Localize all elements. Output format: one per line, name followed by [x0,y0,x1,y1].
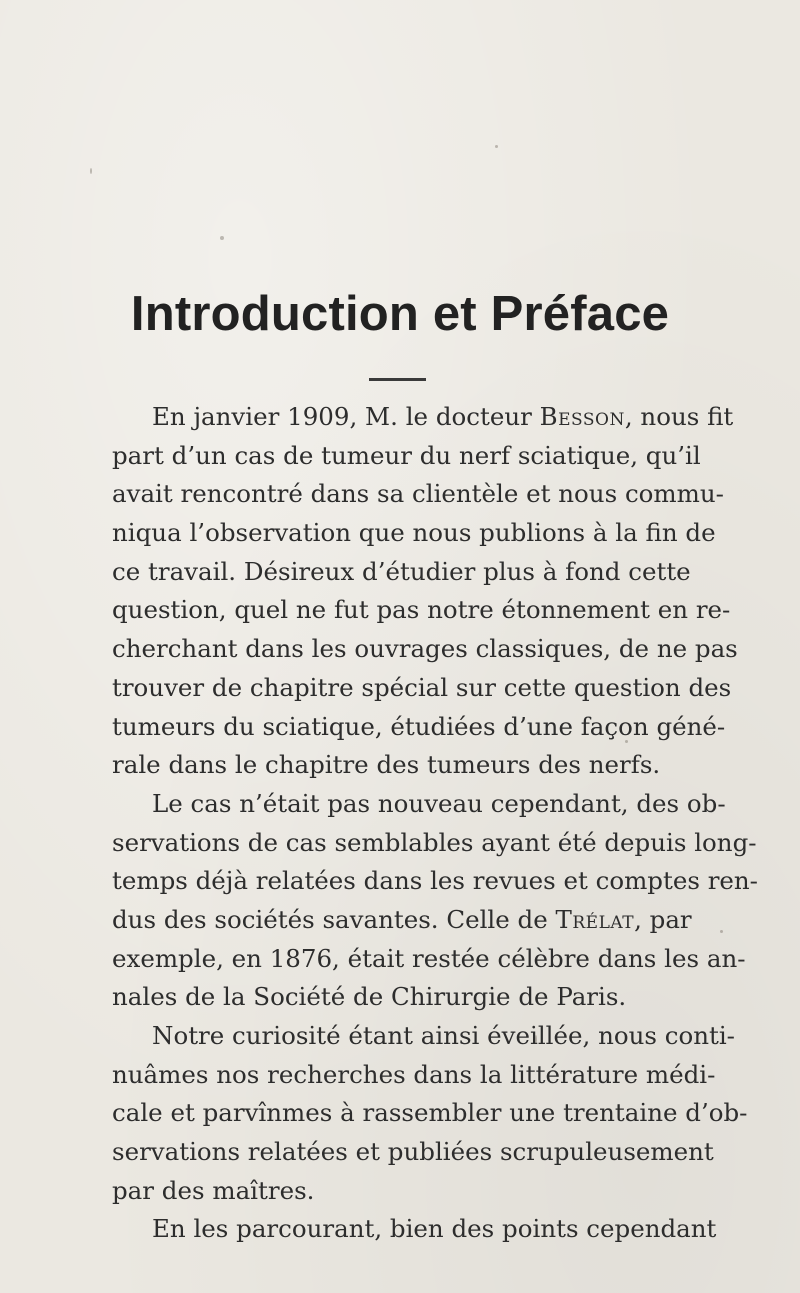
paper-speck [535,1035,537,1044]
text-line: trouver de chapitre spécial sur cette question des [112,672,732,702]
chapter-title: Introduction et Préface [130,287,670,341]
paper-speck [495,145,498,148]
text-line: servations relatées et publiées scrupuleusement [112,1137,714,1167]
text-line: avait rencontré dans sa clientèle et nous commu- [112,479,724,509]
paper-speck [720,930,723,933]
text-line: temps déjà relatées dans les revues et comptes ren- [112,866,758,896]
text-line: niqua l’observation que nous publions à la fin de [112,518,716,548]
text-line: question, quel ne fut pas notre étonnement en re- [112,595,731,625]
paper-speck [625,740,628,743]
text-line: nuâmes nos recherches dans la littérature médi- [112,1059,716,1089]
author-name: Besson [539,402,625,431]
text-line: En janvier 1909, M. le docteur Besson, nous fit [152,402,734,431]
text-line: par des maîtres. [112,1175,315,1205]
text-line: cale et parvînmes à rassembler une trentaine d’ob- [112,1098,748,1128]
text-line: nales de la Société de Chirurgie de Paris. [112,982,627,1012]
text-line: part d’un cas de tumeur du nerf sciatique, qu’il [112,440,701,470]
text-line: Le cas n’était pas nouveau cependant, des ob- [152,788,726,818]
paper-speck [90,168,92,174]
text-line: Notre curiosité étant ainsi éveillée, nous conti- [152,1021,735,1050]
body-text [112,398,758,1249]
text-line: tumeurs du sciatique, étudiées d’une façon géné- [112,711,726,741]
text-line: exemple, en 1876, était restée célèbre dans les an- [112,943,746,973]
paper-speck [220,236,224,240]
text-line: rale dans le chapitre des tumeurs des nerfs. [112,750,661,780]
text-line: ce travail. Désireux d’étudier plus à fond cette [112,556,691,586]
text-line: servations de cas semblables ayant été depuis long- [112,827,757,857]
text-line: En les parcourant, bien des points cependant [152,1214,717,1244]
text-line: dus des sociétés savantes. Celle de Trélat, par [112,904,692,934]
title-rule [369,378,426,381]
author-name: Trélat [555,904,635,934]
text-line: cherchant dans les ouvrages classiques, de ne pas [112,634,738,664]
